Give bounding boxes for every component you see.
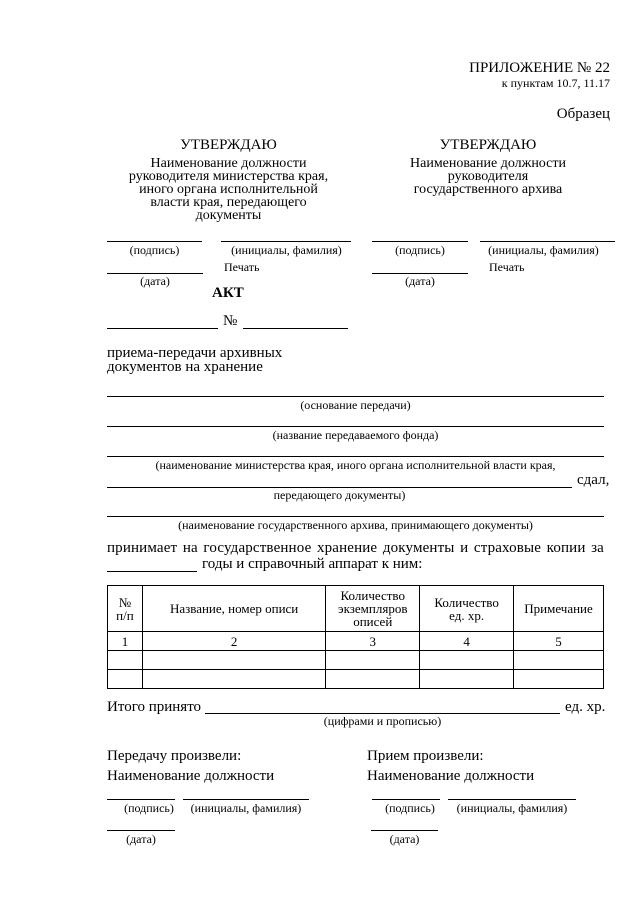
table-row [108, 670, 604, 689]
position-line: государственного архива [413, 182, 563, 197]
approve-right-position [372, 157, 604, 196]
subtitle-line: документов на хранение [107, 359, 263, 375]
table-cell: 5 [514, 632, 604, 651]
table-cell [326, 651, 420, 670]
header-line: № [118, 594, 132, 610]
header-number [108, 586, 143, 632]
header-line: Количество [340, 588, 405, 603]
position-line: власти края, передающего [150, 195, 307, 210]
fund-label: (название передаваемого фонда) [272, 428, 439, 442]
position-line: документы [195, 208, 262, 223]
archive-label: (наименование государственного архива, принимающего документы) [178, 518, 533, 532]
date-line [371, 830, 438, 831]
ministry-line [107, 456, 604, 457]
act-date-line [107, 328, 218, 329]
table-cell [142, 651, 325, 670]
number-sign: № [223, 313, 238, 329]
act-subtitle [107, 346, 282, 374]
signature-label: (подпись) [385, 801, 435, 815]
table-cell [514, 670, 604, 689]
appendix-reference: к пунктам 10.7, 11.17 [501, 76, 610, 90]
total-unit: ед. хр. [565, 699, 606, 715]
seal-label: Печать [224, 260, 260, 274]
signature-line [372, 799, 440, 800]
years-line [107, 571, 197, 572]
ministry-label-2: передающего документы) [273, 488, 406, 502]
table-cell [420, 670, 514, 689]
transfer-left-title: Передачу произвели: [107, 748, 242, 764]
name-label: (инициалы, фамилия) [231, 243, 342, 257]
table-cell [420, 651, 514, 670]
signature-label: (подпись) [124, 801, 174, 815]
position-line: Наименование должности [150, 156, 307, 171]
transferred-word: сдал, [577, 472, 610, 488]
table-cell [108, 651, 143, 670]
header-inventory-name [142, 586, 325, 632]
name-line [183, 799, 309, 800]
transfer-left-position: Наименование должности [107, 768, 275, 784]
basis-line [107, 396, 604, 397]
date-label: (дата) [140, 274, 170, 288]
header-storage-units [420, 586, 514, 632]
act-number-line [243, 328, 348, 329]
signature-line [107, 799, 175, 800]
header-line: описей [353, 614, 393, 629]
date-label: (дата) [389, 832, 420, 846]
act-title: АКТ [212, 285, 244, 301]
position-line: Наименование должности [410, 156, 566, 171]
table-row [108, 651, 604, 670]
sample-label: Образец [556, 106, 610, 122]
header-line: экземпляров [338, 601, 408, 616]
basis-label: (основание передачи) [300, 398, 411, 412]
transfer-right-position: Наименование должности [367, 768, 535, 784]
table-cell [326, 670, 420, 689]
subtitle-line: приема-передачи архивных [107, 345, 283, 361]
approve-right-title: УТВЕРЖДАЮ [439, 137, 537, 153]
position-line: руководителя министерства края, [128, 169, 329, 184]
archive-line [107, 516, 604, 517]
date-label: (дата) [126, 832, 156, 846]
signature-line [372, 241, 468, 242]
appendix-title: ПРИЛОЖЕНИЕ № 22 [469, 60, 610, 76]
date-line [107, 830, 175, 831]
approve-left-position [107, 157, 350, 222]
header-copies [326, 586, 420, 632]
table-cell [142, 670, 325, 689]
position-line: руководителя [447, 169, 529, 184]
name-line [221, 241, 351, 242]
name-label: (инициалы, фамилия) [190, 801, 302, 815]
name-line [480, 241, 615, 242]
header-line: Примечание [524, 601, 593, 616]
documents-table [107, 585, 604, 689]
table-cell: 2 [142, 632, 325, 651]
seal-label: Печать [489, 260, 525, 274]
total-label: Итого принято [107, 699, 202, 715]
table-cell [514, 651, 604, 670]
table-cell [108, 670, 143, 689]
statement-line-1: принимает на государственное хранение документы и страховые копии за [107, 540, 604, 556]
ministry-label-1: (наименование министерства края, иного органа исполнительной власти края, [155, 458, 556, 472]
transfer-right-title: Прием произвели: [367, 748, 484, 764]
table-header-row [108, 586, 604, 632]
fund-line [107, 426, 604, 427]
date-label: (дата) [405, 274, 435, 288]
table-cell: 1 [108, 632, 143, 651]
table-number-row [108, 632, 604, 651]
table-cell: 3 [326, 632, 420, 651]
position-line: иного органа исполнительной [139, 182, 318, 197]
signature-line [107, 241, 202, 242]
approve-left-title: УТВЕРЖДАЮ [180, 137, 277, 153]
signature-label: (подпись) [395, 243, 445, 257]
name-line [448, 799, 576, 800]
header-note [514, 586, 604, 632]
header-line: Название, номер описи [169, 601, 299, 616]
name-label: (инициалы, фамилия) [488, 243, 599, 257]
statement-line-2: годы и справочный аппарат к ним: [202, 556, 423, 572]
header-line: Количество [434, 594, 499, 610]
table-cell: 4 [420, 632, 514, 651]
header-line: п/п [116, 607, 134, 623]
total-hint: (цифрами и прописью) [323, 714, 442, 728]
header-line: ед. хр. [449, 607, 485, 623]
name-label: (инициалы, фамилия) [456, 801, 568, 815]
signature-label: (подпись) [129, 243, 180, 257]
